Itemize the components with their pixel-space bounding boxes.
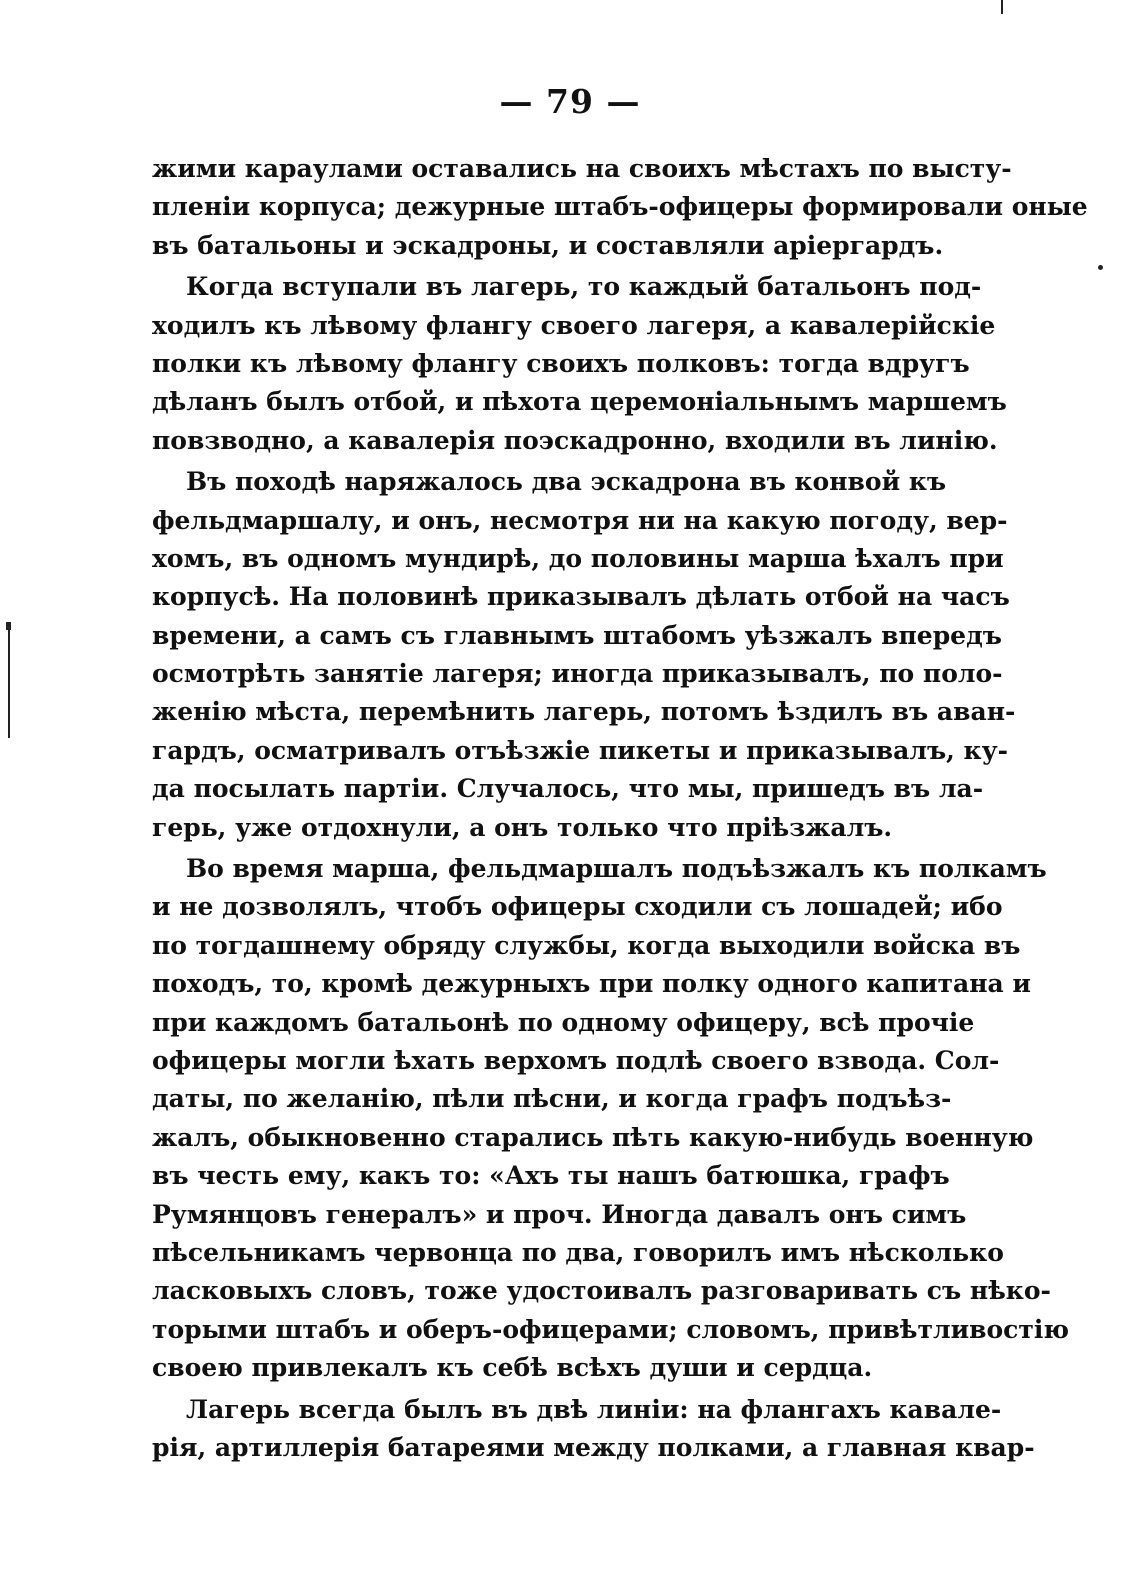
scan-speck xyxy=(1098,265,1103,270)
scan-margin-line xyxy=(8,628,10,738)
text-line: полки къ лѣвому флангу своихъ полковъ: тогда вдругъ xyxy=(152,348,970,378)
body-text xyxy=(152,150,1088,1467)
text-line: въ честь ему, какъ то: «Ахъ ты нашъ батюшка, графъ xyxy=(152,1161,950,1191)
text-line: и не дозволялъ, чтобъ офицеры сходили съ лошадей; ибо xyxy=(152,892,1003,922)
text-line: Румянцовъ генералъ» и проч. Иногда давалъ онъ симъ xyxy=(152,1199,967,1229)
text-line: торыми штабъ и оберъ-офицерами; словомъ, привѣтливостію xyxy=(152,1314,1070,1344)
text-line: въ батальоны и эскадроны, и составляли аріергардъ. xyxy=(152,230,944,260)
text-line: Во время марша, фельдмаршалъ подъѣзжалъ къ полкамъ xyxy=(186,854,1047,884)
text-line: рія, артиллерія батареями между полками, а главная квар- xyxy=(152,1432,1035,1462)
text-line: хомъ, въ одномъ мундирѣ, до половины марша ѣхалъ при xyxy=(152,543,1004,573)
text-line: ходилъ къ лѣвому флангу своего лагеря, а кавалерійскіе xyxy=(152,310,996,340)
text-line: да посылать партіи. Случалось, что мы, пришедъ въ ла- xyxy=(152,774,984,804)
text-line: повзводно, а кавалерія поэскадронно, входили въ линію. xyxy=(152,425,998,455)
text-line: жими караулами оставались на своихъ мѣстахъ по высту- xyxy=(152,154,1012,183)
text-line: времени, а самъ съ главнымъ штабомъ уѣзжалъ впередъ xyxy=(152,620,1002,650)
text-line: ласковыхъ словъ, тоже удостоивалъ разговаривать съ нѣко- xyxy=(152,1276,1051,1306)
text-line: женію мѣста, перемѣнить лагерь, потомъ ѣздилъ въ аван- xyxy=(152,697,1016,727)
text-line: осмотрѣть занятіе лагеря; иногда приказывалъ, по поло- xyxy=(152,659,1003,689)
page-number: — 79 — xyxy=(499,82,641,121)
text-line: офицеры могли ѣхать верхомъ подлѣ своего взвода. Сол- xyxy=(152,1045,1000,1075)
text-line: по тогдашнему обряду службы, когда выходили войска въ xyxy=(152,930,1021,960)
scan-top-line xyxy=(1001,0,1003,14)
text-line: герь, уже отдохнули, а онъ только что пріѣзжалъ. xyxy=(152,812,893,842)
text-line: при каждомъ батальонѣ по одному офицеру, всѣ прочіе xyxy=(152,1007,975,1037)
text-line: походъ, то, кромѣ дежурныхъ при полку одного капитана и xyxy=(152,969,1031,999)
text-line: Лагерь всегда былъ въ двѣ линіи: на флангахъ кавале- xyxy=(186,1394,1002,1424)
text-line: Когда вступали въ лагерь, то каждый батальонъ под- xyxy=(186,272,982,302)
text-line: гардъ, осматривалъ отъѣзжіе пикеты и приказывалъ, ку- xyxy=(152,735,1008,765)
text-line: корпусѣ. На половинѣ приказывалъ дѣлать отбой на часъ xyxy=(152,582,1010,612)
text-line: своею привлекалъ къ себѣ всѣхъ души и сердца. xyxy=(152,1353,873,1383)
text-line: даты, по желанію, пѣли пѣсни, и когда графъ подъѣз- xyxy=(152,1084,952,1114)
text-line: жалъ, обыкновенно старались пѣть какую-нибудь военную xyxy=(152,1122,1034,1152)
text-line: Въ походѣ наряжалось два эскадрона въ конвой къ xyxy=(186,467,947,497)
text-line: пленіи корпуса; дежурные штабъ-офицеры формировали оные xyxy=(152,192,1088,222)
text-line: дѣланъ былъ отбой, и пѣхота церемоніальнымъ маршемъ xyxy=(152,387,1007,417)
text-line: фельдмаршалу, и онъ, несмотря ни на какую погоду, вер- xyxy=(152,505,1008,535)
text-line: пѣсельникамъ червонца по два, говорилъ имъ нѣсколько xyxy=(152,1237,1004,1267)
